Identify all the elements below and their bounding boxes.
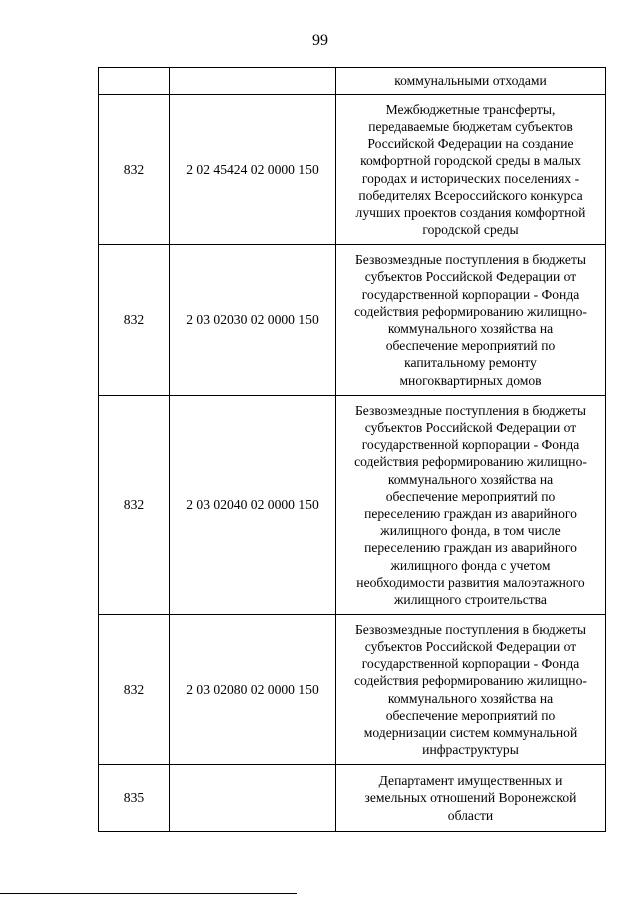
- revenue-name-line: государственной корпорации - Фонда: [361, 286, 580, 302]
- revenue-name-line: содействия реформированию жилищно-: [354, 454, 587, 470]
- revenue-name-line: Российской Федерации на создание: [367, 136, 574, 152]
- revenue-name-line: Безвозмездные поступления в бюджеты: [354, 252, 587, 268]
- table-body: [99, 68, 606, 832]
- revenue-name-cell: [336, 245, 606, 396]
- revenue-name-line: модернизации систем коммунальной: [363, 724, 578, 740]
- revenue-name-cell: [336, 396, 606, 615]
- revenue-name-line: жилищного строительства: [394, 592, 547, 608]
- revenue-name-cell: [336, 615, 606, 765]
- revenue-name-line: обеспечение мероприятий по: [385, 338, 556, 354]
- table-row: [99, 245, 606, 396]
- budget-code-cell: 2 03 02040 02 0000 150: [170, 396, 336, 615]
- table-row: [99, 615, 606, 765]
- revenue-name-line: жилищного фонда, в том числе: [380, 523, 561, 539]
- revenue-name-line: городской среды: [422, 222, 519, 238]
- revenue-name-cell: [336, 68, 606, 95]
- revenue-name-line: Безвозмездные поступления в бюджеты: [354, 621, 587, 637]
- revenue-name-line: переселению граждан из аварийного: [364, 540, 577, 556]
- revenue-name-line: комфортной городской среды в малых: [360, 153, 581, 169]
- revenue-name-line: коммунального хозяйства на: [387, 690, 554, 706]
- revenue-name-line: коммунального хозяйства на: [387, 471, 554, 487]
- budget-classification-table: [98, 67, 606, 832]
- table-row: [99, 396, 606, 615]
- revenue-name-line: городах и исторических поселениях -: [361, 170, 580, 186]
- revenue-name-line: коммунальными отходами: [394, 73, 547, 89]
- revenue-name-line: Межбюджетные трансферты,: [385, 101, 556, 117]
- budget-code-cell: 2 03 02030 02 0000 150: [170, 245, 336, 396]
- revenue-name-line: субъектов Российской Федерации от: [364, 419, 577, 435]
- admin-code-cell: 832: [99, 245, 170, 396]
- table-row: [99, 68, 606, 95]
- revenue-name-line: победителях Всероссийского конкурса: [358, 187, 583, 203]
- revenue-name-line: лучших проектов создания комфортной: [355, 204, 586, 220]
- admin-code-cell: 835: [99, 765, 170, 832]
- revenue-name-line: земельных отношений Воронежской: [364, 790, 577, 806]
- admin-code-cell: 832: [99, 615, 170, 765]
- revenue-name-line: многоквартирных домов: [399, 372, 542, 388]
- revenue-name-line: области: [447, 807, 494, 823]
- revenue-name-line: субъектов Российской Федерации от: [364, 638, 577, 654]
- admin-code-cell: [99, 68, 170, 95]
- table-row: [99, 95, 606, 245]
- revenue-name-line: обеспечение мероприятий по: [385, 707, 556, 723]
- budget-code-cell: 2 03 02080 02 0000 150: [170, 615, 336, 765]
- revenue-name-line: государственной корпорации - Фонда: [361, 656, 580, 672]
- admin-code-cell: 832: [99, 95, 170, 245]
- budget-code-cell: 2 02 45424 02 0000 150: [170, 95, 336, 245]
- revenue-name-line: передаваемые бюджетам субъектов: [368, 118, 573, 134]
- revenue-name-line: переселению граждан из аварийного: [364, 506, 577, 521]
- revenue-name-line: субъектов Российской Федерации от: [364, 269, 577, 285]
- page-number: 99: [312, 32, 328, 49]
- revenue-name-line: капитальному ремонту: [404, 355, 537, 371]
- bottom-rule: [0, 893, 297, 894]
- table-row: [99, 765, 606, 832]
- revenue-name-line: коммунального хозяйства на: [387, 321, 554, 336]
- revenue-name-line: содействия реформированию жилищно-: [354, 303, 587, 319]
- revenue-name-line: необходимости развития малоэтажного: [356, 574, 585, 590]
- revenue-name-line: Безвозмездные поступления в бюджеты: [354, 402, 587, 418]
- revenue-name-cell: [336, 95, 606, 245]
- budget-code-cell: [170, 765, 336, 832]
- admin-code-cell: 832: [99, 396, 170, 615]
- revenue-name-line: жилищного фонда с учетом: [390, 557, 551, 573]
- revenue-name-cell: [336, 765, 606, 832]
- revenue-name-line: Департамент имущественных и: [378, 773, 563, 789]
- revenue-name-line: инфраструктуры: [422, 742, 519, 758]
- revenue-name-line: обеспечение мероприятий по: [385, 488, 556, 504]
- budget-code-cell: [170, 68, 336, 95]
- revenue-name-line: государственной корпорации - Фонда: [361, 437, 580, 453]
- revenue-name-line: содействия реформированию жилищно-: [354, 673, 587, 689]
